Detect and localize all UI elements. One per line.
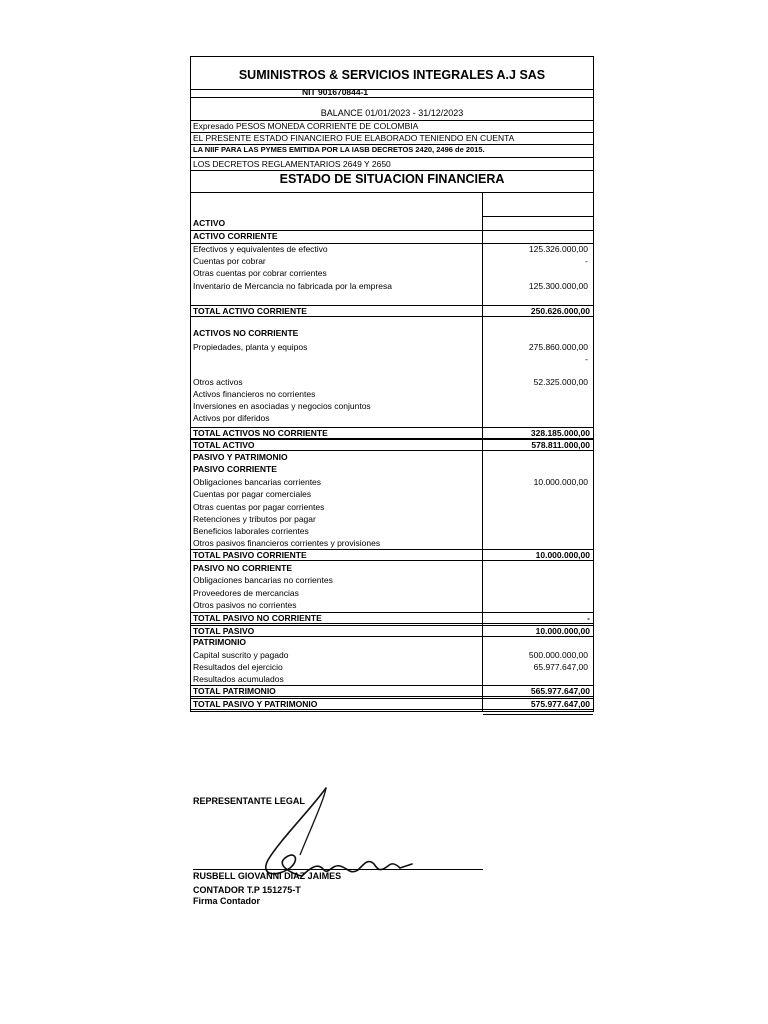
note-elaborated: EL PRESENTE ESTADO FINANCIERO FUE ELABORADO TENIENDO EN CUENTA bbox=[193, 133, 515, 143]
row-value: 500.000.000,00 bbox=[528, 650, 588, 660]
statement-row bbox=[190, 538, 594, 549]
total-underline bbox=[483, 714, 593, 715]
statement-row bbox=[190, 268, 594, 279]
divider bbox=[190, 97, 594, 98]
statement-row bbox=[190, 354, 594, 365]
statement-row bbox=[190, 650, 594, 661]
row-label: Otros pasivos no corrientes bbox=[193, 600, 297, 610]
statement-row bbox=[190, 514, 594, 525]
statement-row bbox=[190, 231, 594, 242]
row-value: 250.626.000,00 bbox=[530, 306, 590, 316]
row-value: 328.185.000,00 bbox=[530, 428, 590, 438]
nit-number: NIT 901670844-1 bbox=[302, 87, 369, 95]
row-label: Retenciones y tributos por pagar bbox=[193, 514, 316, 524]
row-value: 10.000.000,00 bbox=[533, 477, 588, 487]
row-value: 125.300.000,00 bbox=[528, 281, 588, 291]
row-label: Efectivos y equivalentes de efectivo bbox=[193, 244, 328, 254]
statement-row bbox=[190, 281, 594, 292]
row-label: Activos por diferidos bbox=[193, 413, 270, 423]
row-value: 565.977.647,00 bbox=[530, 686, 590, 696]
statement-row bbox=[190, 342, 594, 353]
row-label: PASIVO CORRIENTE bbox=[193, 464, 277, 474]
row-label: Otras cuentas por cobrar corrientes bbox=[193, 268, 327, 278]
row-label: Resultados del ejercicio bbox=[193, 662, 283, 672]
divider bbox=[190, 157, 594, 158]
row-label: PASIVO NO CORRIENTE bbox=[193, 563, 293, 573]
row-label: Inversiones en asociadas y negocios conjuntos bbox=[193, 401, 371, 411]
row-label: TOTAL ACTIVO CORRIENTE bbox=[193, 306, 307, 316]
row-value: 65.977.647,00 bbox=[533, 662, 588, 672]
statement-row bbox=[190, 328, 594, 339]
statement-row bbox=[190, 612, 594, 624]
statement-title: ESTADO DE SITUACION FINANCIERA bbox=[279, 172, 505, 186]
row-label: TOTAL PASIVO NO CORRIENTE bbox=[193, 613, 322, 623]
accountant-role: CONTADOR T.P 151275-T bbox=[193, 885, 301, 895]
statement-row bbox=[190, 305, 594, 317]
statement-row bbox=[190, 244, 594, 255]
balance-period: BALANCE 01/01/2023 - 31/12/2023 bbox=[320, 108, 464, 118]
value-box-line bbox=[482, 216, 594, 217]
statement-row bbox=[190, 685, 594, 697]
row-value: 10.000.000,00 bbox=[535, 550, 590, 560]
row-label: ACTIVO bbox=[193, 218, 226, 228]
row-label: Obligaciones bancarias no corrientes bbox=[193, 575, 333, 585]
company-name: SUMINISTROS & SERVICIOS INTEGRALES A.J SAS bbox=[238, 68, 546, 82]
signature-caption: Firma Contador bbox=[193, 896, 261, 906]
row-label: Proveedores de mercancias bbox=[193, 588, 299, 598]
row-label: Otras cuentas por pagar corrientes bbox=[193, 502, 325, 512]
row-label: Propiedades, planta y equipos bbox=[193, 342, 308, 352]
statement-row bbox=[190, 413, 594, 424]
statement-row bbox=[190, 662, 594, 673]
row-value: 578.811.000,00 bbox=[531, 440, 590, 450]
row-value: 275.860.000,00 bbox=[528, 342, 588, 352]
statement-row bbox=[190, 389, 594, 400]
signature-line bbox=[193, 869, 483, 870]
row-value: 125.326.000,00 bbox=[528, 244, 588, 254]
divider bbox=[190, 230, 594, 231]
row-label: TOTAL ACTIVO bbox=[193, 440, 255, 450]
note-currency: Expresado PESOS MONEDA CORRIENTE DE COLOMBIA bbox=[193, 121, 419, 131]
row-label: Inventario de Mercancia no fabricada por la empresa bbox=[193, 281, 392, 291]
statement-row bbox=[190, 401, 594, 412]
row-label: PATRIMONIO bbox=[193, 637, 247, 647]
statement-row bbox=[190, 625, 594, 637]
row-label: TOTAL PASIVO Y PATRIMONIO bbox=[193, 699, 318, 709]
row-label: ACTIVOS NO CORRIENTE bbox=[193, 328, 299, 338]
row-label: Capital suscrito y pagado bbox=[193, 650, 289, 660]
row-value: 52.325.000,00 bbox=[533, 377, 588, 387]
row-label: Resultados acumulados bbox=[193, 674, 284, 684]
statement-row bbox=[190, 575, 594, 586]
statement-row bbox=[190, 563, 594, 574]
row-label: Otros pasivos financieros corrientes y provisiones bbox=[193, 538, 381, 548]
statement-row bbox=[190, 600, 594, 611]
note-niif: LA NIIF PARA LAS PYMES EMITIDA POR LA IASB DECRETOS 2420, 2496 de 2015. bbox=[193, 145, 485, 154]
row-label: Cuentas por pagar comerciales bbox=[193, 489, 312, 499]
row-label: ACTIVO CORRIENTE bbox=[193, 231, 278, 241]
statement-row bbox=[190, 549, 594, 561]
row-label: Otros activos bbox=[193, 377, 243, 387]
accountant-name: RUSBELL GIOVANNI DIAZ JAIMES bbox=[193, 871, 342, 881]
statement-row bbox=[190, 439, 594, 451]
statement-row bbox=[190, 477, 594, 488]
row-label: Obligaciones bancarias corrientes bbox=[193, 477, 322, 487]
row-value: - bbox=[587, 613, 590, 623]
divider bbox=[190, 89, 594, 90]
statement-row bbox=[190, 698, 594, 710]
row-value: - bbox=[585, 256, 588, 266]
row-label: Activos financieros no corrientes bbox=[193, 389, 316, 399]
statement-row bbox=[190, 502, 594, 513]
row-value: - bbox=[585, 354, 588, 364]
divider bbox=[190, 170, 594, 171]
statement-row bbox=[190, 377, 594, 388]
row-label: TOTAL PASIVO CORRIENTE bbox=[193, 550, 307, 560]
statement-row bbox=[190, 489, 594, 500]
row-label: PASIVO Y PATRIMONIO bbox=[193, 452, 288, 462]
divider bbox=[190, 192, 594, 193]
statement-row bbox=[190, 464, 594, 475]
statement-row bbox=[190, 256, 594, 267]
row-label: TOTAL ACTIVOS NO CORRIENTE bbox=[193, 428, 328, 438]
statement-row bbox=[190, 452, 594, 463]
note-decrees: LOS DECRETOS REGLAMENTARIOS 2649 Y 2650 bbox=[193, 159, 391, 169]
statement-row bbox=[190, 674, 594, 685]
legal-representative-label: REPRESENTANTE LEGAL bbox=[193, 796, 305, 806]
row-label: Cuentas por cobrar bbox=[193, 256, 266, 266]
row-label: Beneficios laborales corrientes bbox=[193, 526, 309, 536]
statement-row bbox=[190, 637, 594, 648]
statement-row bbox=[190, 588, 594, 599]
statement-row bbox=[190, 218, 594, 229]
row-label: TOTAL PATRIMONIO bbox=[193, 686, 276, 696]
row-value: 575.977.647,00 bbox=[530, 699, 590, 709]
statement-row bbox=[190, 526, 594, 537]
row-label: TOTAL PASIVO bbox=[193, 626, 255, 636]
row-value: 10.000.000,00 bbox=[535, 626, 590, 636]
statement-row bbox=[190, 427, 594, 439]
divider bbox=[190, 243, 594, 244]
balance-sheet bbox=[190, 56, 594, 712]
